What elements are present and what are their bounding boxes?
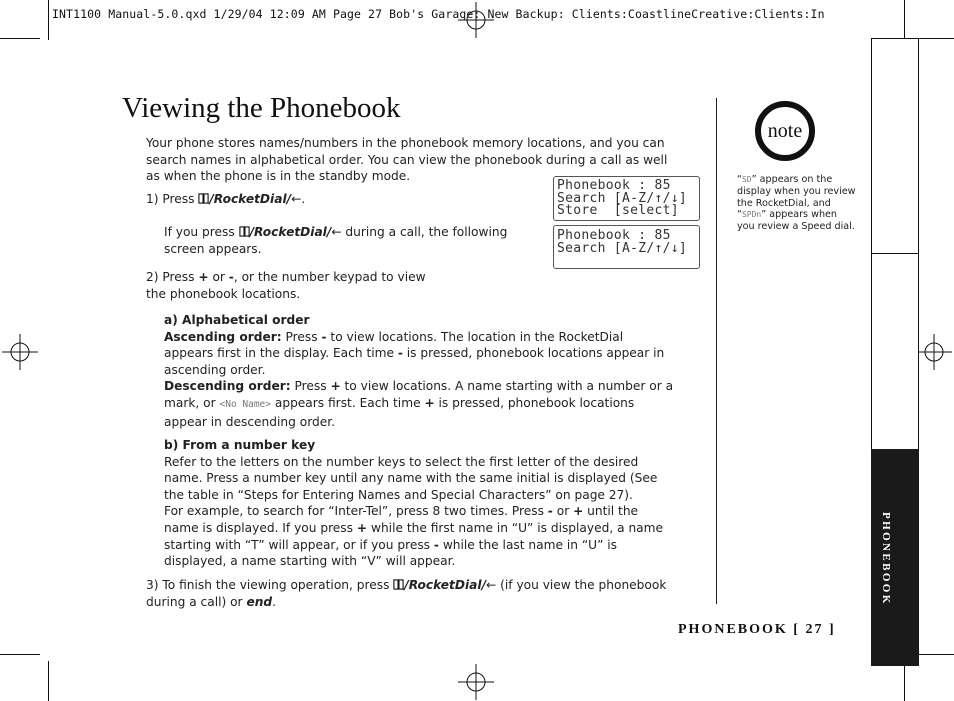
example-text: while the last name in “U” is displayed, a name starting with “V” will appear. [164,537,617,569]
crop-mark [904,0,905,40]
crop-mark [48,661,49,701]
rocketdial-key-label: /RocketDial/ [249,225,332,239]
section-tab-label: PHONEBOOK [880,512,892,606]
step-2 [146,269,446,302]
phonebook-key-icon [393,579,404,590]
step-2-text: 2) Press [146,270,195,284]
phonebook-key-icon [198,193,209,204]
lcd-screen-standby [553,176,700,221]
example-text: until the name is displayed. If you press [164,504,639,535]
printer-slug: INT1100 Manual-5.0.qxd 1/29/04 12:09 AM Page 27 Bob's Garage: New Backup: Clients:CoastlineCreative:Clients:In [52,7,825,21]
number-key-heading: b) From a number key [164,438,316,452]
note-text: ” appears when you review a Speed dial. [737,209,855,233]
rocketdial-key-label: /RocketDial/ [404,578,487,592]
step-3-text: . [272,594,276,609]
registration-mark-icon [2,334,38,370]
column-divider [716,98,717,604]
minus-key: - [547,504,553,519]
crop-mark [48,0,49,40]
no-name-display-text: <No Name> [219,398,271,410]
step-3-text: (if you view the phonebook during a call) or [146,578,667,609]
descending-text: appears first. Each time [274,395,421,410]
page-title: Viewing the Phonebook [122,92,401,124]
registration-mark-icon [916,334,952,370]
sd-display-text: SD [741,175,752,184]
ascending-text: to view locations. The location in the RocketDial appears first in the display. Each time [164,329,624,361]
step-3 [146,577,676,610]
registration-mark-icon [458,664,494,700]
rocketdial-key-label: /RocketDial/ [209,192,292,206]
phonebook-key-icon [239,226,250,237]
crop-mark [914,38,954,39]
note-text: “ [737,174,742,185]
plus-key: + [573,504,584,519]
plus-key: + [198,270,209,284]
step-1-during-call [164,224,514,257]
lcd-line: Phonebook : 85 [557,178,671,193]
plus-key: + [424,395,435,410]
sidebar-divider [871,253,919,254]
example-text: while the first name in “U” is displayed, a name starting with “T” will appear, or if you press [164,520,664,552]
number-key-section [164,437,676,570]
step-3-text: 3) To finish the viewing operation, press [146,578,390,592]
minus-key: - [321,329,327,344]
descending-order-label: Descending order: [164,379,291,394]
descending-text: Press [294,379,327,394]
lcd-line: Phonebook : 85 [557,228,671,243]
intro-paragraph: Your phone stores names/numbers in the phonebook memory locations, and you can search names in alphabetical order. You can view the phonebook during a call as well as when the phone is in the standby mode. [146,136,668,184]
minus-key: - [228,270,234,284]
left-arrow-icon: ← [331,225,342,239]
example-text: For example, to search for “Inter-Tel”, press 8 two times. Press [164,504,544,519]
lcd-line: Store [select] [557,203,679,218]
note-badge [755,101,815,161]
side-note [737,174,857,233]
step-1-if-rest: during a call, the following screen appears. [164,225,508,256]
left-arrow-icon: ← [291,192,302,206]
lcd-line: Search [A-Z/↑/↓] [557,240,688,256]
end-key-label: end [246,594,273,609]
alphabetical-order-section [164,312,676,430]
spdn-display-text: SPDn [741,210,762,220]
step-2-text: or [212,270,225,284]
step-1 [146,191,305,208]
step-1-suffix: . [301,192,306,206]
descending-text: to view locations. A name starting with a number or a mark, or [164,379,674,410]
plus-key: + [330,379,341,394]
descending-text: is pressed, phonebook locations appear in descending order. [164,395,635,429]
number-key-text: Refer to the letters on the number keys to select the first letter of the desired name. Press a number key until any name with the same initial is displayed (See the table in “Steps for Entering Names and Special Characters” on page 27). [164,454,658,502]
section-tab [871,449,919,666]
step-1-if-text: If you press [164,225,235,239]
example-text: or [556,504,570,519]
crop-mark [914,654,954,655]
minus-key: - [433,537,439,552]
lcd-screen-during-call [553,225,700,269]
ascending-text: Press [285,329,318,344]
note-text: ” appears on the display when you review the RocketDial, and “ [737,174,856,221]
lcd-line: Search [A-Z/↑/↓] [557,190,688,206]
step-1-prefix: 1) Press [146,192,195,206]
crop-mark [0,38,40,39]
plus-key: + [356,520,368,535]
ascending-text: is pressed, phonebook locations appear in ascending order. [164,346,665,377]
left-arrow-icon: ← [486,578,497,592]
note-badge-label: note [767,119,803,142]
alphabetical-order-heading: a) Alphabetical order [164,313,310,327]
step-2-text: , or the number keypad to view the phonebook locations. [146,270,426,301]
crop-mark [0,654,40,655]
ascending-order-label: Ascending order: [164,329,282,344]
page-footer: PHONEBOOK [ 27 ] [678,622,836,637]
crop-mark [904,661,905,701]
registration-mark-icon [458,2,494,38]
minus-key: - [397,346,403,361]
